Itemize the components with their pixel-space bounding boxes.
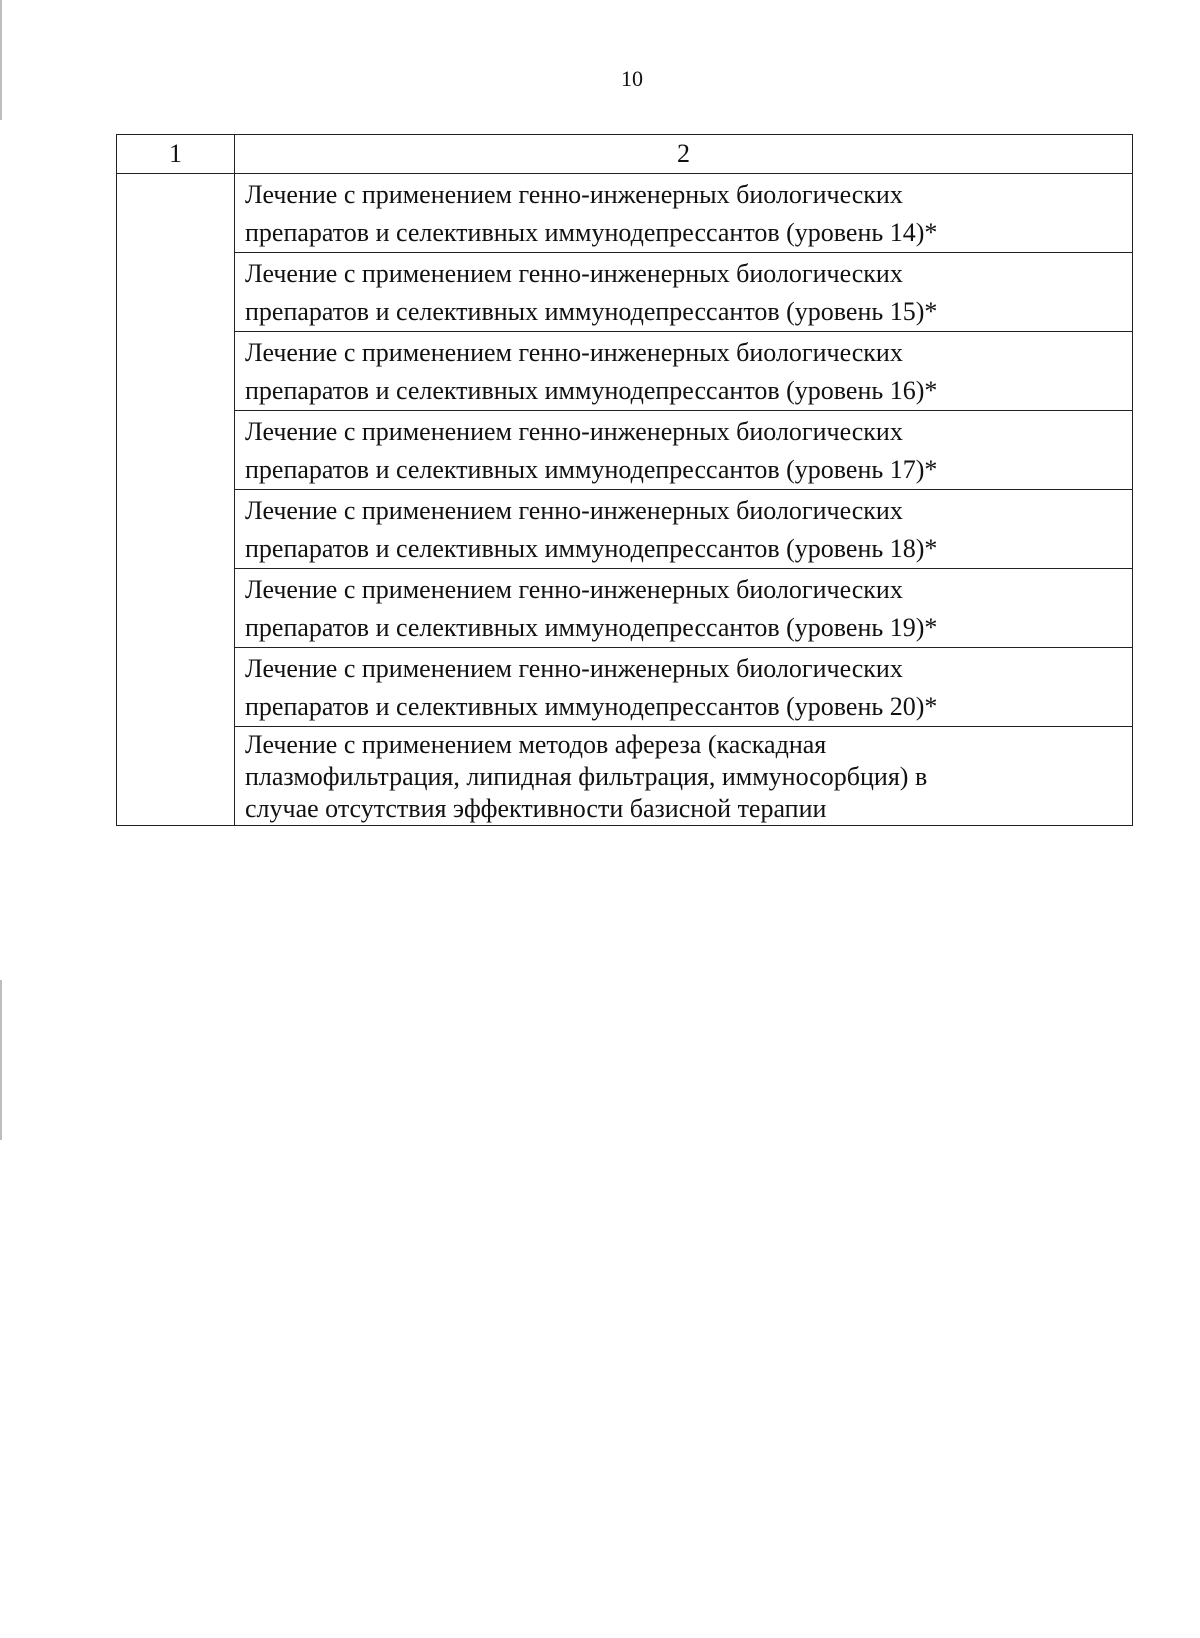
procedure-text-line: Лечение с применением генно-инженерных биологических [245, 496, 903, 525]
procedure-text-line: препаратов и селективных иммунодепрессантов (уровень 20)* [245, 692, 938, 721]
procedure-description-cell [235, 569, 1133, 648]
column-header-2: 2 [235, 135, 1133, 174]
page-number: 10 [621, 66, 643, 91]
procedure-description-cell [235, 174, 1133, 253]
scan-edge-mark [0, 980, 2, 1140]
procedure-text-line: препаратов и селективных иммунодепрессантов (уровень 19)* [245, 613, 938, 642]
procedure-text-line: Лечение с применением генно-инженерных биологических [245, 338, 903, 367]
procedure-text-line: Лечение с применением генно-инженерных биологических [245, 575, 903, 604]
scan-edge-mark [0, 0, 2, 120]
procedure-text-line: Лечение с применением генно-инженерных биологических [245, 654, 903, 683]
table-row [117, 332, 1133, 411]
table-row [117, 648, 1133, 727]
table-row [117, 411, 1133, 490]
procedure-description-cell [235, 727, 1133, 826]
procedure-text-line: препаратов и селективных иммунодепрессантов (уровень 18)* [245, 534, 938, 563]
procedure-text-line: плазмофильтрация, липидная фильтрация, иммуносорбция) в [245, 762, 928, 791]
procedure-text-line: препаратов и селективных иммунодепрессантов (уровень 17)* [245, 455, 938, 484]
procedure-text-line: препаратов и селективных иммунодепрессантов (уровень 16)* [245, 376, 938, 405]
procedure-text-line: Лечение с применением генно-инженерных биологических [245, 180, 903, 209]
table-row [117, 490, 1133, 569]
procedure-description-cell [235, 648, 1133, 727]
row-number-cell [117, 174, 235, 826]
table-row [117, 253, 1133, 332]
table-row [117, 569, 1133, 648]
procedure-text-line: препаратов и селективных иммунодепрессантов (уровень 14)* [245, 218, 938, 247]
procedures-table [116, 134, 1133, 826]
procedure-text-line: Лечение с применением генно-инженерных биологических [245, 259, 903, 288]
procedure-text-line: Лечение с применением генно-инженерных биологических [245, 417, 903, 446]
procedure-description-cell [235, 490, 1133, 569]
procedure-text-line: Лечение с применением методов афереза (каскадная [245, 730, 827, 759]
procedure-description-cell [235, 332, 1133, 411]
table-row [117, 174, 1133, 253]
procedure-description-cell [235, 253, 1133, 332]
column-header-1: 1 [117, 135, 235, 174]
table-header-row [117, 135, 1133, 174]
procedure-description-cell [235, 411, 1133, 490]
procedure-text-line: случае отсутствия эффективности базисной терапии [245, 794, 827, 823]
procedure-text-line: препаратов и селективных иммунодепрессантов (уровень 15)* [245, 297, 938, 326]
table-row [117, 727, 1133, 826]
